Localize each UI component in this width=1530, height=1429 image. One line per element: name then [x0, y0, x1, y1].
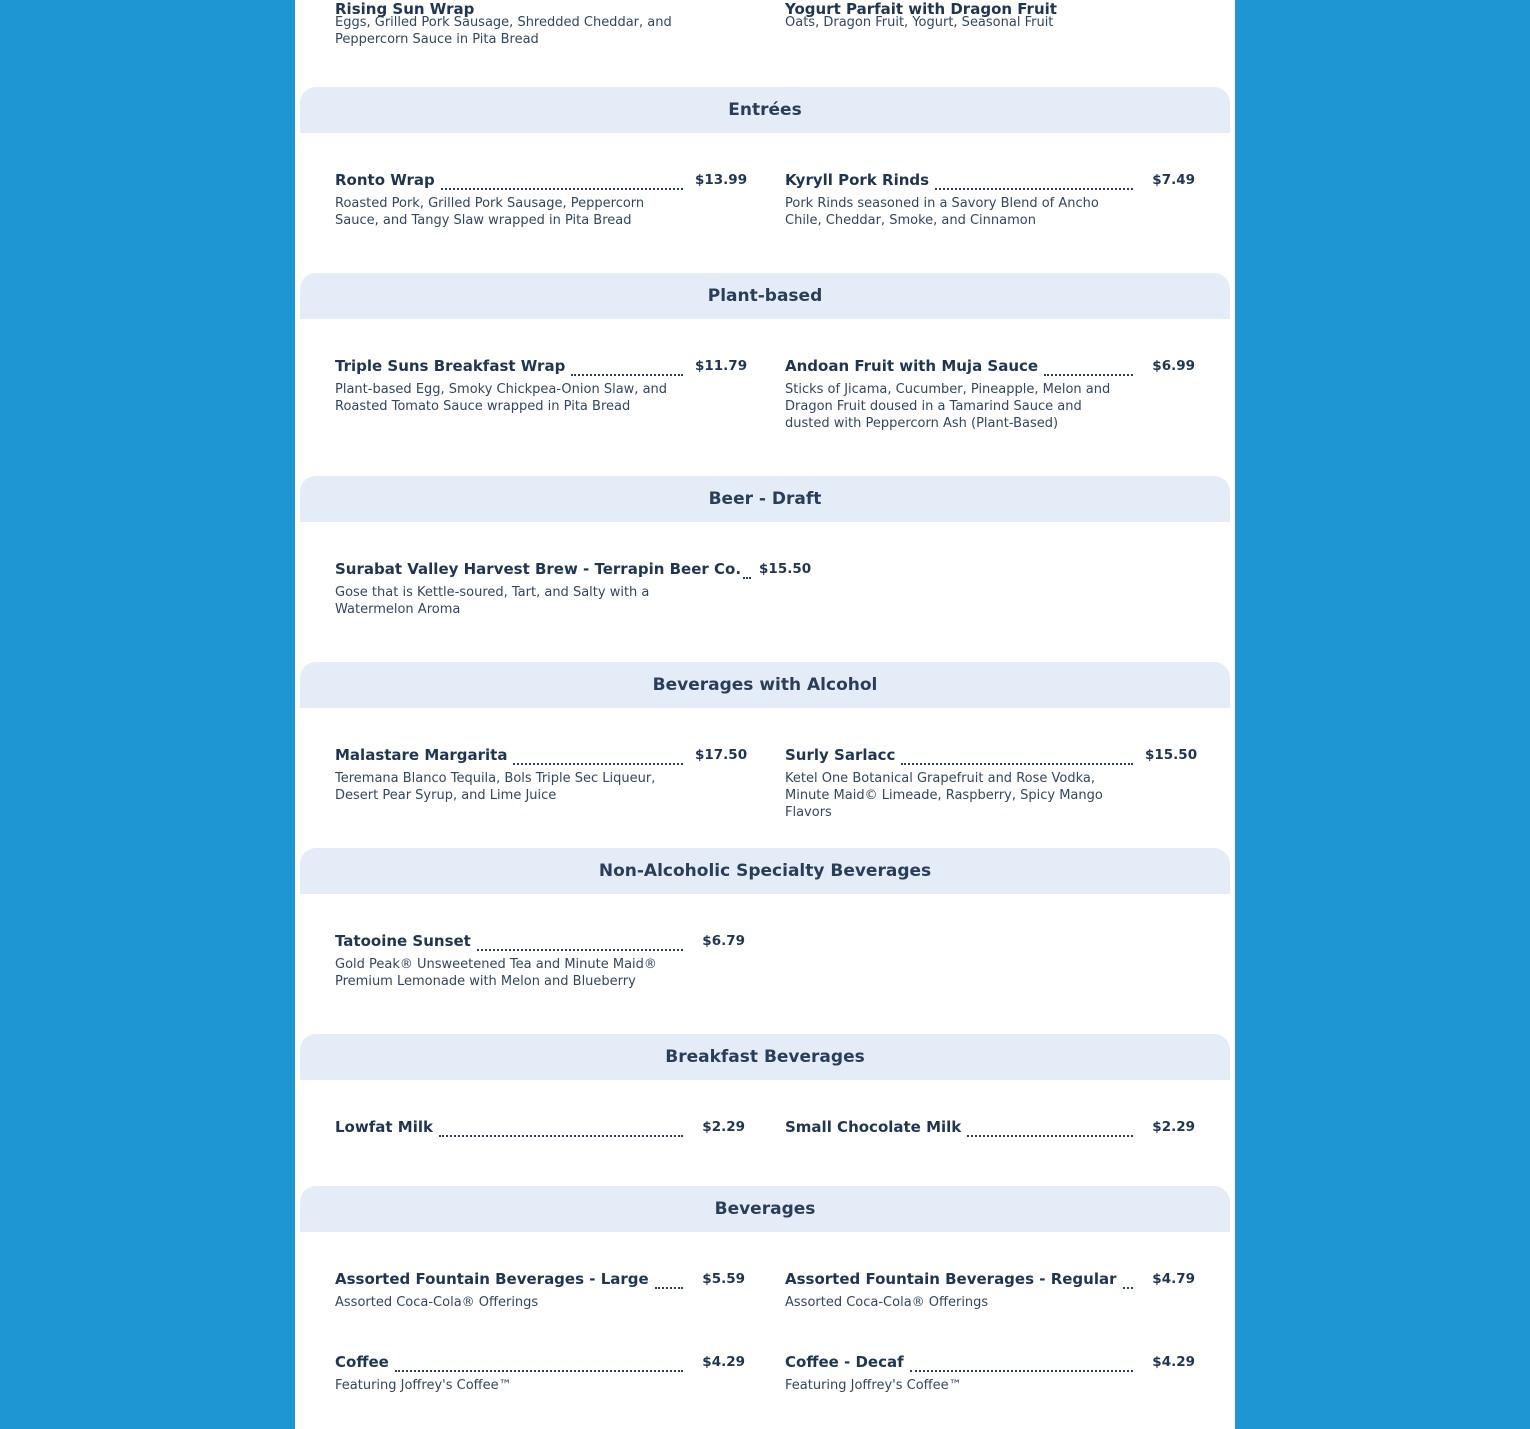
item-price: $17.50: [695, 747, 748, 763]
item-name: Ronto Wrap: [335, 171, 435, 189]
item-description: Roasted Pork, Grilled Pork Sausage, Peppercorn Sauce, and Tangy Slaw wrapped in Pita Bread: [335, 196, 645, 228]
item-name: Assorted Fountain Beverages - Regular: [785, 1270, 1117, 1288]
menu-item[interactable]: [785, 743, 1198, 821]
item-price: $4.29: [1152, 1354, 1195, 1370]
item-price: $11.79: [695, 358, 748, 374]
menu-item: [785, 0, 1195, 31]
item-name: Surly Sarlacc: [785, 746, 896, 764]
item-name: Small Chocolate Milk: [785, 1118, 962, 1136]
section-header-entrees: Entrées: [300, 87, 1230, 133]
item-description: Gose that is Kettle-soured, Tart, and Salty with a Watermelon Aroma: [335, 585, 650, 617]
item-description: Gold Peak® Unsweetened Tea and Minute Maid® Premium Lemonade with Melon and Blueberry: [335, 957, 657, 989]
menu-panel: [295, 0, 1235, 1429]
section-header-non-alcoholic: Non-Alcoholic Specialty Beverages: [300, 848, 1230, 894]
item-name: Malastare Margarita: [335, 746, 508, 764]
menu-item[interactable]: [335, 743, 748, 804]
item-price: $15.50: [759, 561, 812, 577]
item-price: $13.99: [695, 172, 748, 188]
item-description: Eggs, Grilled Pork Sausage, Shredded Cheddar, and Peppercorn Sauce in Pita Bread: [335, 15, 672, 47]
item-name: Yogurt Parfait with Dragon Fruit: [785, 0, 1057, 18]
item-price: $15.50: [1145, 747, 1198, 763]
item-name: Andoan Fruit with Muja Sauce: [785, 357, 1039, 375]
menu-item: [335, 0, 745, 48]
dot-leader: [910, 1356, 1133, 1372]
item-name: Tatooine Sunset: [335, 932, 471, 950]
item-name: Lowfat Milk: [335, 1118, 433, 1136]
menu-item[interactable]: [785, 1115, 1195, 1137]
menu-item[interactable]: [785, 168, 1195, 229]
item-description: Plant-based Egg, Smoky Chickpea-Onion Slaw, and Roasted Tomato Sauce wrapped in Pita Bread: [335, 382, 668, 414]
dot-leader: [571, 360, 683, 376]
item-price: $6.99: [1152, 358, 1195, 374]
menu-item[interactable]: [785, 1350, 1195, 1394]
item-name: Coffee: [335, 1353, 389, 1371]
item-name: Coffee - Decaf: [785, 1353, 904, 1371]
item-description: Teremana Blanco Tequila, Bols Triple Sec Liqueur, Desert Pear Syrup, and Lime Juice: [335, 771, 656, 803]
menu-item[interactable]: [335, 1350, 745, 1394]
menu-item[interactable]: [335, 557, 812, 618]
item-description: Featuring Joffrey's Coffee™: [335, 1378, 512, 1393]
section-header-beer-draft: Beer - Draft: [300, 476, 1230, 522]
item-price: $2.29: [702, 1119, 745, 1135]
menu-item[interactable]: [335, 1267, 745, 1311]
item-name: Assorted Fountain Beverages - Large: [335, 1270, 649, 1288]
dot-leader: [967, 1121, 1133, 1137]
item-price: $7.49: [1152, 172, 1195, 188]
menu-item[interactable]: [785, 354, 1195, 432]
dot-leader: [477, 935, 683, 951]
item-description: Assorted Coca-Cola® Offerings: [785, 1295, 989, 1310]
dot-leader: [1044, 360, 1133, 376]
item-name: Surabat Valley Harvest Brew - Terrapin Beer Co.: [335, 560, 742, 578]
item-price: $6.79: [702, 933, 745, 949]
section-header-breakfast-beverages: Breakfast Beverages: [300, 1034, 1230, 1080]
item-name: Kyryll Pork Rinds: [785, 171, 930, 189]
dot-leader: [901, 749, 1133, 765]
dot-leader: [935, 174, 1133, 190]
item-price: $4.79: [1152, 1271, 1195, 1287]
item-description: Featuring Joffrey's Coffee™: [785, 1378, 962, 1393]
menu-item[interactable]: [785, 1267, 1195, 1311]
item-name: Rising Sun Wrap: [335, 0, 475, 18]
item-price: $4.29: [702, 1354, 745, 1370]
section-header-beverages: Beverages: [300, 1186, 1230, 1232]
dot-leader: [441, 174, 683, 190]
item-description: Oats, Dragon Fruit, Yogurt, Seasonal Fruit: [785, 15, 1054, 30]
item-name: Triple Suns Breakfast Wrap: [335, 357, 566, 375]
dot-leader: [395, 1356, 683, 1372]
item-price: $5.59: [702, 1271, 745, 1287]
dot-leader: [1123, 1273, 1134, 1289]
dot-leader: [439, 1121, 683, 1137]
section-header-alcohol: Beverages with Alcohol: [300, 662, 1230, 708]
menu-item[interactable]: [335, 1115, 745, 1137]
item-description: Pork Rinds seasoned in a Savory Blend of Ancho Chile, Cheddar, Smoke, and Cinnamon: [785, 196, 1099, 228]
menu-item[interactable]: [335, 168, 748, 229]
dot-leader: [655, 1273, 683, 1289]
item-description: Ketel One Botanical Grapefruit and Rose Vodka, Minute Maid© Limeade, Raspberry, Spicy Mango Flavors: [785, 771, 1103, 820]
menu-item[interactable]: [335, 354, 748, 415]
item-description: Assorted Coca-Cola® Offerings: [335, 1295, 539, 1310]
dot-leader: [743, 563, 751, 579]
section-header-plant-based: Plant-based: [300, 273, 1230, 319]
item-description: Sticks of Jicama, Cucumber, Pineapple, Melon and Dragon Fruit doused in a Tamarind Sauce and dusted with Peppercorn Ash (Plant-Based): [785, 382, 1111, 431]
menu-item[interactable]: [335, 929, 745, 990]
dot-leader: [513, 749, 683, 765]
item-price: $2.29: [1152, 1119, 1195, 1135]
